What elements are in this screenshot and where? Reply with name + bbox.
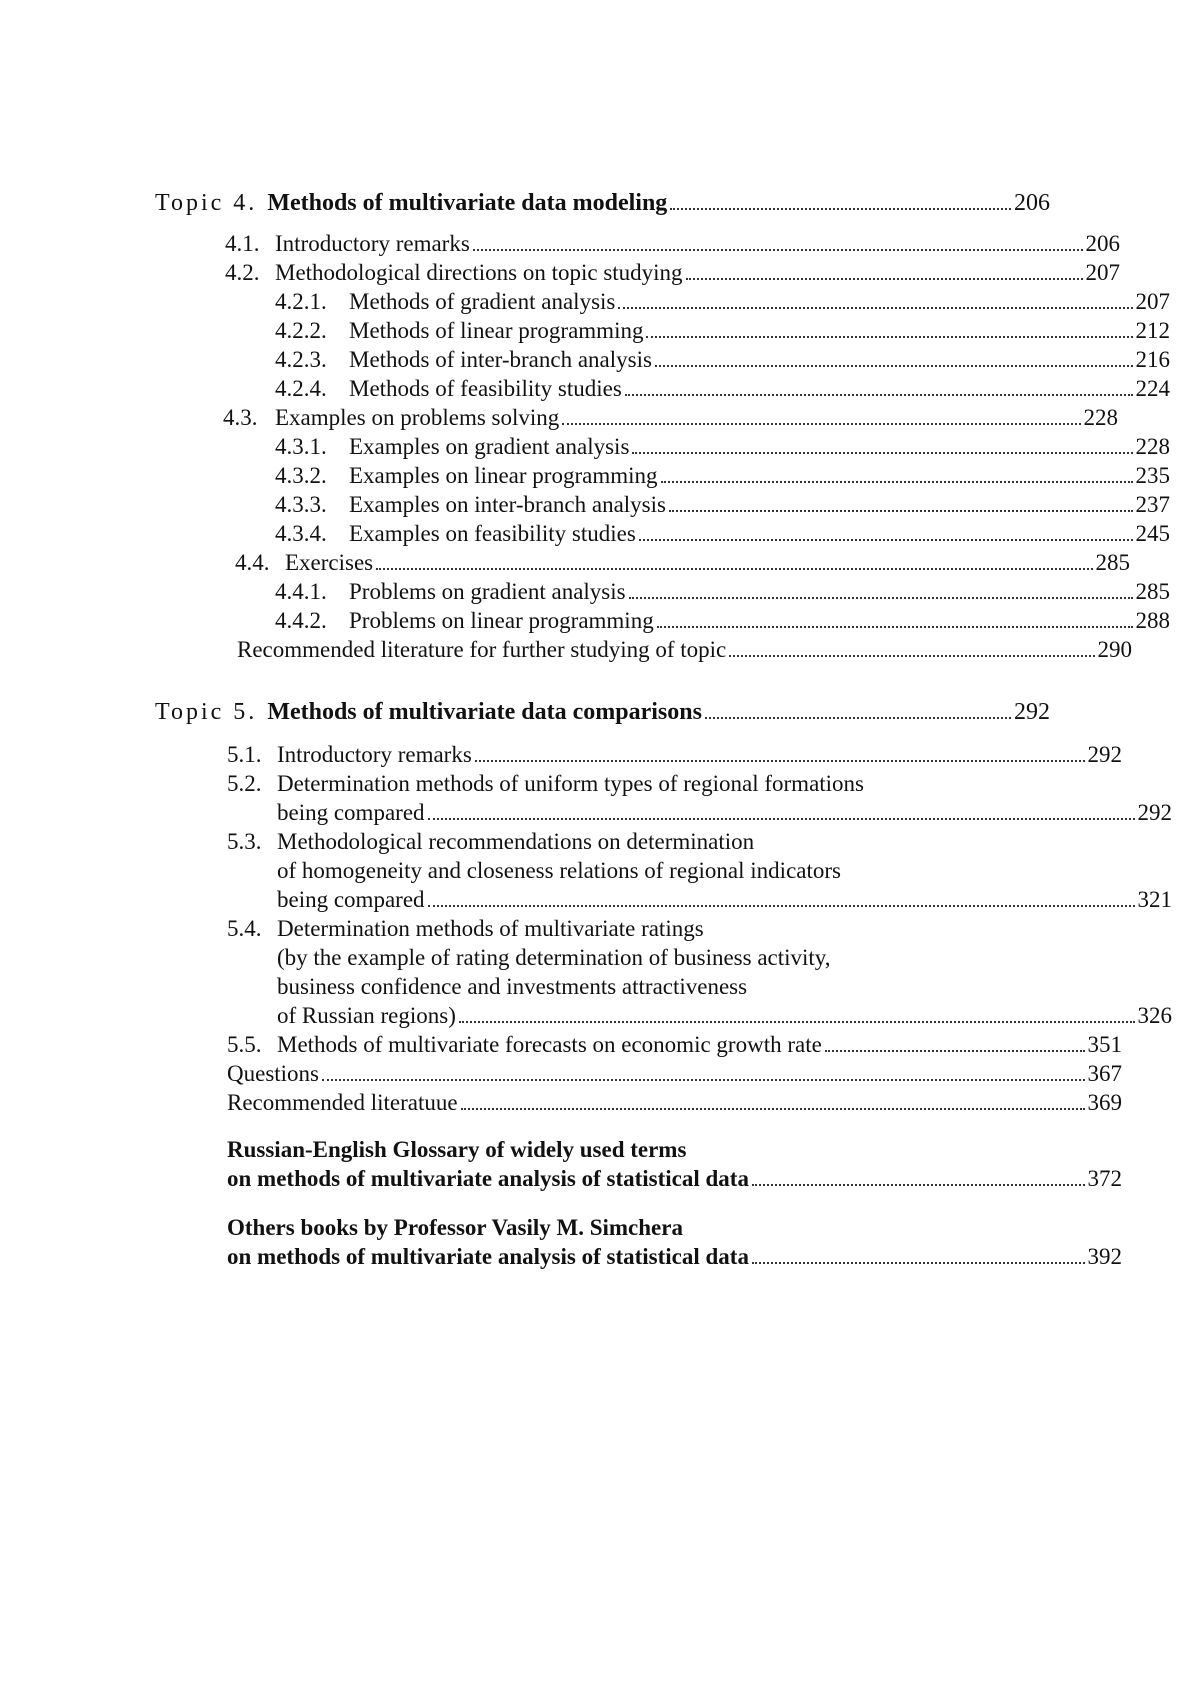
toc-entry[interactable]	[155, 1030, 1122, 1059]
toc-entry[interactable]	[155, 287, 1170, 316]
dot-leader	[669, 510, 1133, 512]
glossary-title-line: on methods of multivariate analysis of statistical data	[227, 1166, 749, 1191]
page-number: 216	[1135, 347, 1170, 372]
page-number: 369	[1087, 1090, 1122, 1115]
page-number: 207	[1135, 289, 1170, 314]
toc-entry-continuation[interactable]	[155, 885, 1172, 914]
entry-title: Problems on linear programming	[349, 608, 654, 633]
other-books-title-row	[155, 1242, 1122, 1271]
entry-title-line: Methodological recommendations on determination	[277, 829, 755, 854]
toc-entry[interactable]	[155, 229, 1120, 258]
entry-title: Examples on problems solving	[275, 405, 560, 430]
toc-entry[interactable]	[155, 403, 1118, 432]
entry-title: Introductory remarks	[275, 231, 470, 256]
toc-entry[interactable]	[155, 432, 1170, 461]
dot-leader	[428, 818, 1135, 820]
page-number: 235	[1135, 463, 1170, 488]
page-number: 326	[1137, 1003, 1172, 1028]
dot-leader	[618, 307, 1132, 309]
dot-leader	[562, 423, 1080, 425]
toc-entry[interactable]	[155, 461, 1170, 490]
entry-title: Introductory remarks	[277, 742, 472, 767]
page-number: 228	[1083, 405, 1118, 430]
page-number: 206	[1014, 190, 1050, 216]
entry-number: 5.2.	[227, 771, 262, 796]
page-number: 351	[1087, 1032, 1122, 1057]
entry-title: Recommended literatuue	[227, 1090, 458, 1115]
entry-number: 4.2.3.	[275, 347, 327, 372]
toc-entry[interactable]	[155, 345, 1170, 374]
dot-leader	[625, 394, 1133, 396]
dot-leader	[729, 655, 1094, 657]
page-number: 292	[1087, 742, 1122, 767]
topic4-block	[155, 189, 1050, 218]
page-number: 290	[1097, 637, 1132, 662]
entry-title: Methodological directions on topic studying	[275, 260, 683, 285]
toc-entry[interactable]	[155, 769, 1122, 798]
dot-leader	[670, 208, 1011, 210]
entry-title: Questions	[227, 1061, 319, 1086]
dot-leader	[629, 597, 1133, 599]
entry-number: 4.2.4.	[275, 376, 327, 401]
page-number: 285	[1135, 579, 1170, 604]
page-number: 212	[1135, 318, 1170, 343]
topic5-entries	[155, 740, 1172, 1117]
dot-leader	[322, 1079, 1085, 1081]
toc-entry[interactable]	[155, 827, 1122, 856]
page-number: 392	[1087, 1244, 1122, 1269]
entry-number: 4.4.	[235, 550, 270, 575]
toc-entry[interactable]	[155, 258, 1120, 287]
entry-number: 5.3.	[227, 829, 262, 854]
entry-title: Methods of multivariate forecasts on economic growth rate	[277, 1032, 822, 1057]
topic4-title: Methods of multivariate data modeling	[267, 190, 668, 216]
toc-entry-continuation[interactable]	[155, 1001, 1172, 1030]
glossary-title-line: Russian-English Glossary of widely used terms	[227, 1137, 687, 1162]
entry-number: 4.3.4.	[275, 521, 327, 546]
page-number: 372	[1087, 1166, 1122, 1191]
toc-entry[interactable]	[155, 914, 1122, 943]
page-number: 288	[1135, 608, 1170, 633]
other-books-entry[interactable]	[155, 1213, 1122, 1271]
entry-number: 4.4.2.	[275, 608, 327, 633]
entry-number: 4.3.3.	[275, 492, 327, 517]
toc-entry[interactable]	[155, 490, 1170, 519]
entry-number: 5.4.	[227, 916, 262, 941]
toc-entry[interactable]	[155, 374, 1170, 403]
dot-leader	[639, 539, 1133, 541]
toc-entry[interactable]	[155, 1059, 1122, 1088]
other-books-title-line: on methods of multivariate analysis of statistical data	[227, 1244, 749, 1269]
entry-number: 4.3.	[223, 405, 258, 430]
dot-leader	[657, 626, 1133, 628]
dot-leader	[752, 1184, 1085, 1186]
topic5-title: Methods of multivariate data comparisons	[267, 699, 702, 725]
dot-leader	[473, 249, 1083, 251]
dot-leader	[661, 481, 1133, 483]
page-number: 292	[1137, 800, 1172, 825]
other-books-title-line: Others books by Professor Vasily M. Simchera	[227, 1215, 683, 1240]
entry-number: 4.3.2.	[275, 463, 327, 488]
page-number: 207	[1085, 260, 1120, 285]
entry-title: Examples on feasibility studies	[349, 521, 636, 546]
dot-leader	[655, 365, 1133, 367]
entry-title: Examples on inter-branch analysis	[349, 492, 666, 517]
entry-number: 4.2.1.	[275, 289, 327, 314]
entry-title: Problems on gradient analysis	[349, 579, 626, 604]
glossary-entry[interactable]	[155, 1135, 1122, 1193]
entry-title: Recommended literature for further studying of topic	[237, 637, 727, 662]
entry-title-line: business confidence and investments attractiveness	[277, 974, 748, 999]
entry-number: 4.2.2.	[275, 318, 327, 343]
glossary-title-row	[155, 1164, 1122, 1193]
entry-title-line: of Russian regions)	[277, 1003, 456, 1028]
dot-leader	[632, 452, 1132, 454]
dot-leader	[752, 1262, 1085, 1264]
entry-number: 4.2.	[225, 260, 260, 285]
page-number: 285	[1095, 550, 1130, 575]
toc-entry[interactable]	[155, 519, 1170, 548]
toc-entry[interactable]	[155, 635, 1132, 664]
entry-title: Examples on linear programming	[349, 463, 658, 488]
toc-entry[interactable]	[155, 606, 1170, 635]
page-number: 245	[1135, 521, 1170, 546]
dot-leader	[686, 278, 1083, 280]
topic4-label: Topic 4.	[155, 190, 258, 216]
entry-title: Methods of feasibility studies	[349, 376, 622, 401]
entry-number: 4.1.	[225, 231, 260, 256]
entry-number: 4.4.1.	[275, 579, 327, 604]
toc-entry[interactable]	[155, 740, 1122, 769]
page-number: 367	[1087, 1061, 1122, 1086]
toc-entry-continuation[interactable]	[155, 972, 1172, 1001]
page-number: 228	[1135, 434, 1170, 459]
page-number: 206	[1085, 231, 1120, 256]
entry-title-line: (by the example of rating determination of business activity,	[277, 945, 831, 970]
dot-leader	[825, 1050, 1085, 1052]
topic5-block	[155, 698, 1050, 727]
dot-leader	[459, 1021, 1135, 1023]
toc-entry[interactable]	[155, 316, 1170, 345]
entry-number: 5.5.	[227, 1032, 262, 1057]
topic4-entries	[155, 229, 1170, 664]
toc-entry[interactable]	[155, 548, 1130, 577]
entry-number: 5.1.	[227, 742, 262, 767]
toc-entry-continuation[interactable]	[155, 798, 1172, 827]
page-number: 224	[1135, 376, 1170, 401]
toc-entry-continuation[interactable]	[155, 856, 1172, 885]
toc-entry[interactable]	[155, 1088, 1122, 1117]
entry-number: 4.3.1.	[275, 434, 327, 459]
toc-entry[interactable]	[155, 577, 1170, 606]
page-number: 292	[1014, 699, 1050, 725]
topic5-heading[interactable]	[155, 698, 1050, 727]
entry-title-line: Determination methods of multivariate ratings	[277, 916, 704, 941]
entry-title: Exercises	[285, 550, 374, 575]
topic4-heading[interactable]	[155, 189, 1050, 218]
topic5-label: Topic 5.	[155, 699, 258, 725]
toc-entry-continuation[interactable]	[155, 943, 1172, 972]
entry-title: Methods of linear programming	[349, 318, 644, 343]
entry-title: Methods of gradient analysis	[349, 289, 616, 314]
dot-leader	[376, 568, 1092, 570]
page-number: 321	[1137, 887, 1172, 912]
entry-title-line: being compared	[277, 800, 425, 825]
entry-title: Examples on gradient analysis	[349, 434, 630, 459]
dot-leader	[475, 760, 1085, 762]
dot-leader	[428, 905, 1135, 907]
page-number: 237	[1135, 492, 1170, 517]
entry-title-line: Determination methods of uniform types of regional formations	[277, 771, 865, 796]
dot-leader	[461, 1108, 1085, 1110]
dot-leader	[646, 336, 1132, 338]
entry-title: Methods of inter-branch analysis	[349, 347, 652, 372]
entry-title-line: of homogeneity and closeness relations of regional indicators	[277, 858, 841, 883]
entry-title-line: being compared	[277, 887, 425, 912]
dot-leader	[705, 717, 1011, 719]
